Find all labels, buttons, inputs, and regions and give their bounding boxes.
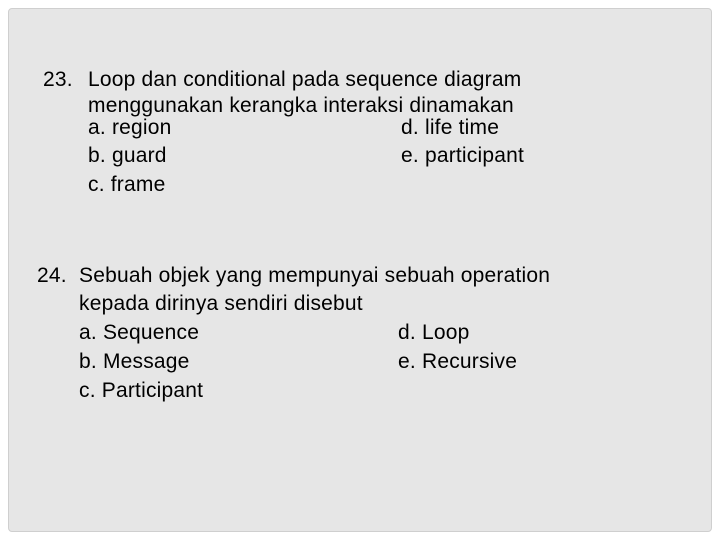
option-c: c. frame <box>88 173 166 196</box>
question-text-line-2: kepada dirinya sendiri disebut <box>79 292 363 315</box>
question-number: 23. <box>43 68 73 91</box>
question-text-line-2: menggunakan kerangka interaksi dinamakan <box>88 94 514 117</box>
option-b: b. guard <box>88 144 167 167</box>
option-c: c. Participant <box>79 379 204 402</box>
option-d: d. Loop <box>398 321 470 344</box>
option-a: a. region <box>88 116 172 139</box>
option-b: b. Message <box>79 350 190 373</box>
option-e: e. participant <box>401 144 525 167</box>
option-d: d. life time <box>401 116 500 139</box>
question-text-line-1: Loop dan conditional pada sequence diagram <box>88 68 522 91</box>
option-e: e. Recursive <box>398 350 518 373</box>
question-number: 24. <box>37 264 67 287</box>
question-24 <box>9 9 712 532</box>
option-a: a. Sequence <box>79 321 200 344</box>
question-text-line-1: Sebuah objek yang mempunyai sebuah operation <box>79 264 551 287</box>
slide-canvas <box>8 8 712 532</box>
